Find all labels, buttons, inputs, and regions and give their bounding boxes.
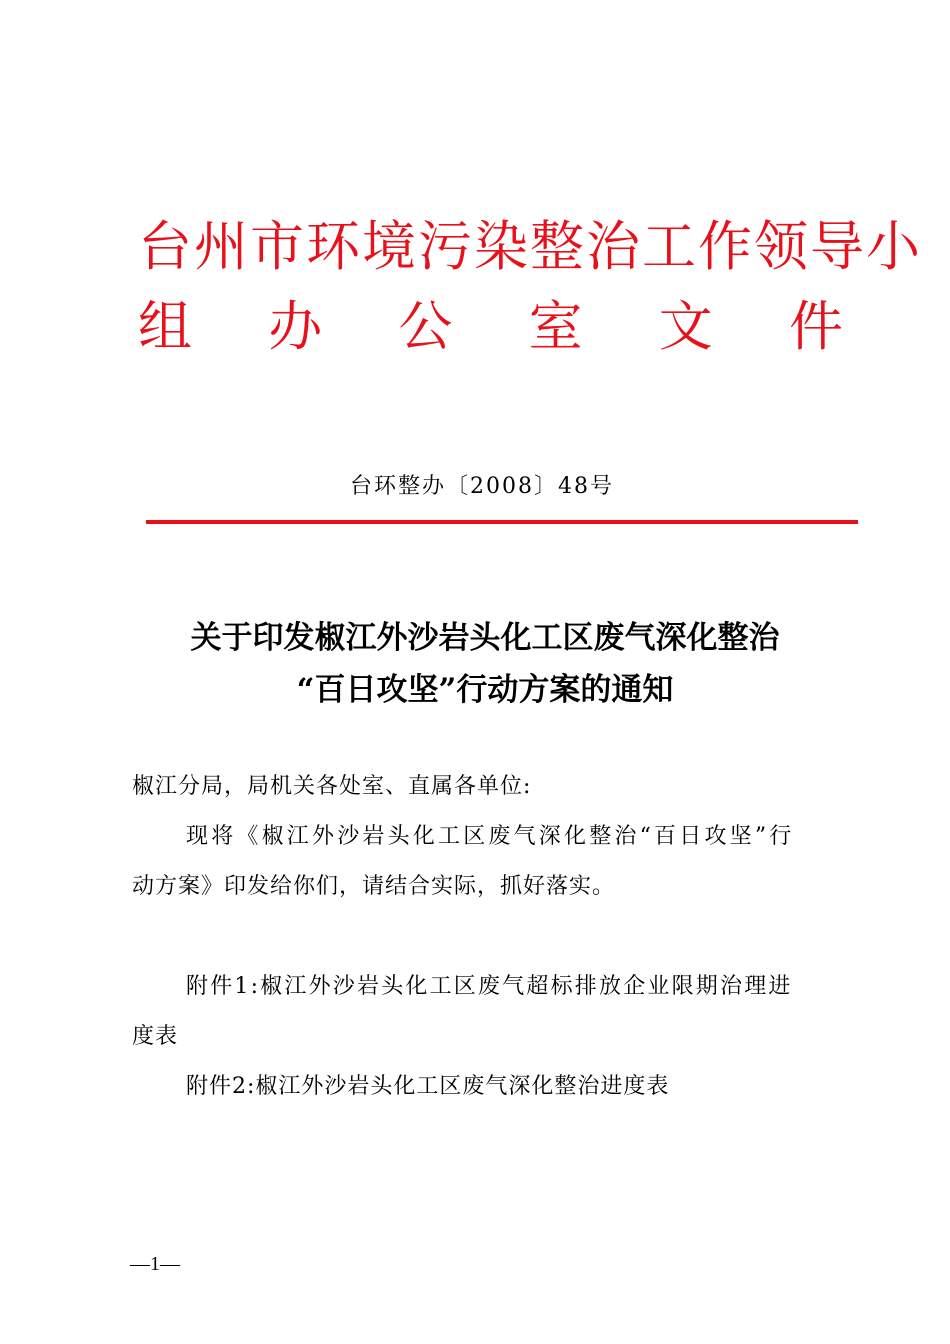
page-number: —1— (130, 1253, 180, 1275)
issuer-header-char: 组 (138, 295, 192, 358)
salutation: 椒江分局，局机关各处室、直属各单位: (132, 774, 532, 799)
attachment-1-line-2: 度表 (132, 1024, 179, 1049)
issuer-header-char: 件 (788, 295, 843, 358)
body-paragraph-line-2: 动方案》印发给你们，请结合实际，抓好落实。 (132, 874, 616, 899)
body-paragraph-line-1: 现将《椒江外沙岩头化工区废气深化整治“百日攻坚”行 (186, 824, 795, 849)
document-title-line-1: 关于印发椒江外沙岩头化工区废气深化整治 (190, 620, 780, 656)
issuer-header-char: 文 (658, 295, 713, 358)
issuer-header-char: 公 (398, 295, 453, 358)
issuer-header-char: 办 (268, 295, 323, 358)
attachment-2: 附件2:椒江外沙岩头化工区废气深化整治进度表 (186, 1074, 670, 1099)
issuer-header-line-1: 台州市环境污染整治工作领导小 (138, 215, 922, 278)
document-title-line-2: “百日攻坚”行动方案的通知 (296, 672, 674, 708)
issuer-header-line-2 (138, 296, 843, 358)
red-divider-rule (146, 520, 858, 524)
document-number: 台环整办〔2008〕48号 (350, 474, 614, 499)
attachment-1-line-1: 附件1:椒江外沙岩头化工区废气超标排放企业限期治理进 (186, 974, 793, 999)
issuer-header-char: 室 (528, 295, 583, 358)
